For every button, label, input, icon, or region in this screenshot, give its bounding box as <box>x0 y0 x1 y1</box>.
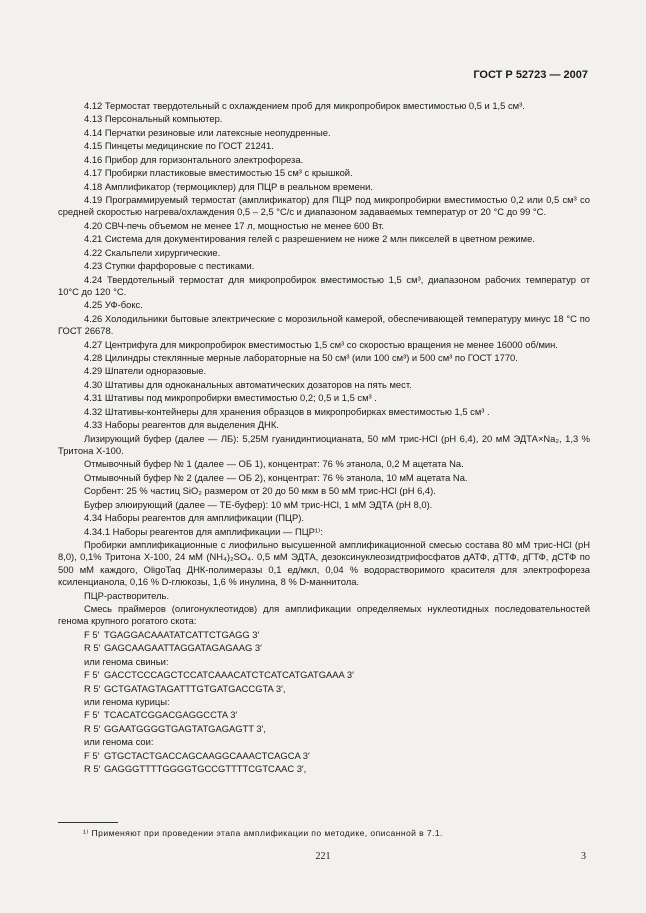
footnote-divider <box>58 822 118 823</box>
paragraph: 4.34 Наборы реагентов для амплификации (ПЦР). <box>84 512 304 524</box>
paragraph: 4.34.1 Наборы реагентов для амплификации — ПЦР¹⁾: <box>84 525 323 537</box>
paragraph: Отмывочный буфер № 2 (далее — ОБ 2), концентрат: 76 % этанола, 10 мМ ацетата Na. <box>84 471 468 483</box>
paragraph: Буфер элюирующий (далее — ТЕ-буфер): 10 мМ трис-HCl, 1 мМ ЭДТА (pH 8,0). <box>84 498 433 510</box>
sequence-text: GAGCAAGAATTAGGATAGAGAAG 3′ <box>104 642 262 654</box>
sequence-text: GACCTCCCAGCTCCATCAAACATCTCATCATGATGAAA 3′ <box>104 669 354 681</box>
sequence-line <box>84 723 590 735</box>
paragraph: 4.25 УФ-бокс. <box>84 299 143 311</box>
paragraph: 4.33 Наборы реагентов для выделения ДНК. <box>84 419 279 431</box>
paragraph: 4.19 Программируемый термостат (амплификатор) для ПЦР под микропробирки вместимостью 0,2 или 0,5 см³ со средней скоростью нагрева/охлаждения 0,5 – 2,5 °С/с и диапазоном задаваемых температур от 20 °С до 99 °С. <box>58 194 590 218</box>
sheet-number: 3 <box>581 851 586 862</box>
footnote: ¹⁾ Применяют при проведении этапа амплификации по методике, описанной в 7.1. <box>83 828 443 838</box>
paragraph: 4.12 Термостат твердотельный с охлаждением проб для микропробирок вместимостью 0,5 и 1,5 см³. <box>84 100 525 111</box>
sequence-line <box>84 763 590 775</box>
sequence-line <box>84 750 590 762</box>
sequence-text: GTGCTACTGACCAGCAAGGCAAACTCAGCA 3′ <box>104 749 310 761</box>
paragraph: 4.15 Пинцеты медицинские по ГОСТ 21241. <box>84 140 274 152</box>
paragraph: 4.26 Холодильники бытовые электрические с морозильной камерой, обеспечивающей температуру минус 18 °С по ГОСТ 26678. <box>58 312 590 337</box>
sequence-text: TGAGGACAAATATCATTCTGAGG 3′ <box>104 628 260 640</box>
sequence-text: GAGGGTTTTGGGGTGCCGTTTTCGTCAAC 3′, <box>104 763 307 775</box>
paragraph: 4.29 Шпатели одноразовые. <box>84 365 207 377</box>
sequence-prefix: F 5′ <box>84 669 100 681</box>
sequence-line <box>84 669 590 681</box>
paragraph: 4.21 Система для документирования гелей с разрешением не ниже 2 млн пикселей в цветном режиме. <box>84 233 535 245</box>
paragraph: 4.16 Прибор для горизонтального электрофореза. <box>84 153 304 165</box>
sequence-prefix: F 5′ <box>84 749 100 761</box>
sequence-line <box>84 709 590 721</box>
sequence-text: TCACATCGGACGAGGCCTA 3′ <box>104 709 238 721</box>
paragraph: 4.27 Центрифуга для микропробирок вместимостью 1,5 см³ со скоростью вращения не менее 16000 об/мин. <box>84 338 558 350</box>
sequence-prefix: R 5′ <box>84 763 101 775</box>
paragraph: 4.13 Персональный компьютер. <box>84 113 223 125</box>
paragraph: Пробирки амплификационные с лиофильно высушенной амплификационной смесью состава 80 мМ трис-HCl (pH 8,0), 0,1% Тритона Х-100, 24 мМ (NH₄)₂SO₄. 0,5 мМ ЭДТА, дезоксинуклеозидтрифосфатов дАТФ, дТТФ, дГТФ, дСТФ по 500 мМ каждого, OligoTaq ДНК-полимеразы 0,1 ед/мкл, 0,04 % водорастворимого красителя для электрофореза ксиленцианола, 0,16 % D-глюкозы, 1,6 % инулина, 8 % D-маннитола. <box>58 539 590 588</box>
paragraph: ПЦР-растворитель. <box>84 589 170 601</box>
paragraph: 4.31 Штативы под микропробирки вместимостью 0,2; 0,5 и 1,5 см³ . <box>84 392 377 404</box>
document-body <box>58 100 590 777</box>
sequence-prefix: R 5′ <box>84 682 101 694</box>
sequence-prefix: F 5′ <box>84 709 100 721</box>
sequence-prefix: R 5′ <box>84 722 101 734</box>
sequence-label: или генома курицы: <box>84 695 170 707</box>
paragraph: Смесь праймеров (олигонуклеотидов) для амплификации определяемых нуклеотидных последовательностей генома крупного рогатого скота: <box>58 602 590 627</box>
paragraph: 4.24 Твердотельный термостат для микропробирок вместимостью 1,5 см³, диапазоном рабочих температур от 10°С до 120 °С. <box>58 273 590 297</box>
sequence-label: или генома сои: <box>84 736 154 748</box>
sequence-line <box>84 629 590 641</box>
page-number: 221 <box>315 851 331 862</box>
sequence-line <box>84 683 590 695</box>
sequence-label: или генома свиньи: <box>84 655 169 667</box>
paragraph: Отмывочный буфер № 1 (далее — ОБ 1), концентрат: 76 % этанола, 0,2 М ацетата Na. <box>84 458 464 470</box>
sequence-text: GGAATGGGGTGAGTATGAGAGTT 3′, <box>104 722 267 734</box>
paragraph: 4.23 Ступки фарфоровые с пестиками. <box>84 260 255 272</box>
paragraph: 4.20 СВЧ-печь объемом не менее 17 л, мощностью не менее 600 Вт. <box>84 219 384 231</box>
primer-sequences <box>58 629 590 776</box>
paragraph: 4.32 Штативы-контейнеры для хранения образцов в микропробирках вместимостью 1,5 см³ . <box>84 405 490 417</box>
paragraph: Сорбент: 25 % частиц SiO₂ размером от 20 до 50 мкм в 50 мМ трис-HCl (pH 6,4). <box>84 485 436 497</box>
paragraph: 4.22 Скальпели хирургические. <box>84 246 221 258</box>
paragraph: 4.28 Цилиндры стеклянные мерные лабораторные на 50 см³ (или 100 см³) и 500 см³ по ГОСТ 1770. <box>84 352 518 364</box>
paragraph: Лизирующий буфер (далее — ЛБ): 5,25М гуанидинтиоцианата, 50 мМ трис-HCl (pH 6,4), 20 мМ ЭДТА×Na₂, 1,3 % Тритона Х-100. <box>58 432 590 456</box>
document-header: ГОСТ Р 52723 — 2007 <box>473 69 588 81</box>
sequence-prefix: R 5′ <box>84 642 101 654</box>
paragraph: 4.30 Штативы для одноканальных автоматических дозаторов на пять мест. <box>84 378 412 390</box>
paragraph: 4.18 Амплификатор (термоциклер) для ПЦР в реальном времени. <box>84 180 373 192</box>
paragraph: 4.17 Пробирки пластиковые вместимостью 15 см³ с крышкой. <box>84 167 353 179</box>
sequence-prefix: F 5′ <box>84 628 100 640</box>
paragraph: 4.14 Перчатки резиновые или латексные неопудренные. <box>84 126 331 138</box>
sequence-line <box>84 642 590 654</box>
sequence-text: GCTGATAGTAGATTTGTGATGACCGTA 3′, <box>104 682 286 694</box>
